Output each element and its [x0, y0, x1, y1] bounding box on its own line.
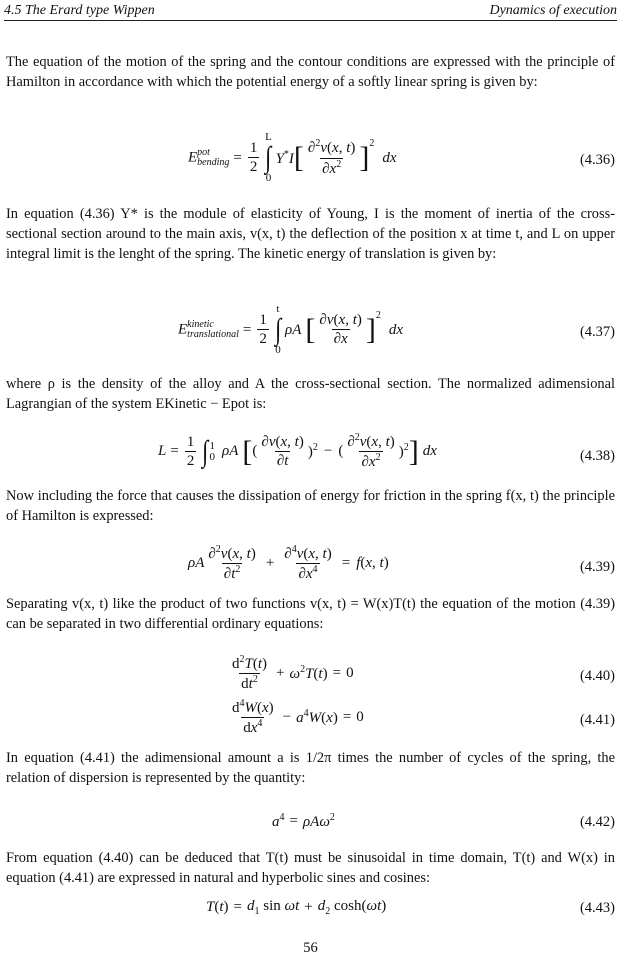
header-section-title: 4.5 The Erard type Wippen [4, 3, 155, 18]
equation-4-41: $\frac{d^4W(x)}{dx^4}$ − $a^4W(x)$ = 0 (4.41) [232, 698, 615, 737]
equation-4-36: E pot bending = $\frac{1}{2}$ L ∫ 0 Y*I [ $\frac{\partial^2v(x, t)}{\partial x^2}$ ] $^2$ dx (4.36) [188, 131, 615, 184]
equation-number: (4.39) [579, 559, 615, 575]
equation-number: (4.41) [579, 712, 615, 728]
paragraph-4: Now including the force that causes the dissipation of energy for friction in the spring f(x, t) the principle of Hamilton is expressed: [6, 488, 615, 524]
equation-number: (4.37) [579, 324, 615, 340]
equation-4-37: E kinetic translational = $\frac{1}{2}$ t ∫ 0 ρA [ $\frac{\partial v(x, t)}{\partial x}$ ] $^2$ dx (4.37) [178, 303, 615, 356]
paragraph-6: In equation (4.41) the adimensional amount a is 1/2π times the number of cycles of the spring, the relation of dispersion is represented by the quantity: [6, 750, 615, 786]
page-number: 56 [303, 940, 318, 956]
equation-4-40: $\frac{d^2T(t)}{dt^2}$ + $\omega^2T(t)$ = 0 (4.40) [232, 654, 615, 693]
paragraph-5: Separating v(x, t) like the product of two functions v(x, t) = W(x)T(t) the equation of the motion (4.39) can be separated in two differential ordinary equations: [6, 596, 615, 632]
equation-4-42: $a^4$ = ρAω$^2$ (4.42) [272, 812, 615, 830]
paragraph-2: In equation (4.36) Y* is the module of elasticity of Young, I is the moment of inertia of the cross-sectional section around to the main axis, v(x, t) the deflection of the position x at time t, and L on upper integral limit is the lenght of the spring. The kinetic energy of translation is given by: [6, 206, 615, 262]
equation-number: (4.38) [579, 448, 615, 464]
equation-number: (4.40) [579, 668, 615, 684]
equation-4-38: L = $\frac{1}{2}$ ∫ 1 0 ρA [ ( $\frac{\partial v(x, t)}{\partial t}$ )$^2$ − ( $\frac{\partial^2v(x, t)}{\partial x^2}$ )$^2$ ] dx (4.38) [158, 432, 615, 471]
header-chapter-title: Dynamics of execution [489, 3, 617, 18]
equation-number: (4.43) [579, 900, 615, 916]
paragraph-1: The equation of the motion of the spring and the contour conditions are expressed with the principle of Hamilton in accordance with which the potential energy of a softly linear spring is given by: [6, 54, 615, 90]
paragraph-3: where ρ is the density of the alloy and A the cross-sectional section. The normalized adimensional Lagrangian of the system EKinetic − Epot is: [6, 376, 615, 412]
equation-number: (4.42) [579, 814, 615, 830]
running-header [4, 0, 617, 21]
equation-4-43: T(t) = $d_1$ sin ωt + $d_2$ cosh(ωt) (4.43) [206, 898, 615, 917]
equation-number: (4.36) [579, 152, 615, 168]
equation-4-39: ρA $\frac{\partial^2v(x, t)}{\partial t^2}$ + $\frac{\partial^4v(x, t)}{\partial x^4}$ = f(x, t) (4.39) [188, 544, 615, 583]
paragraph-7: From equation (4.40) can be deduced that T(t) must be sinusoidal in time domain, T(t) and W(x) in equation (4.41) are expressed in natural and hyperbolic sines and cosines: [6, 850, 615, 886]
